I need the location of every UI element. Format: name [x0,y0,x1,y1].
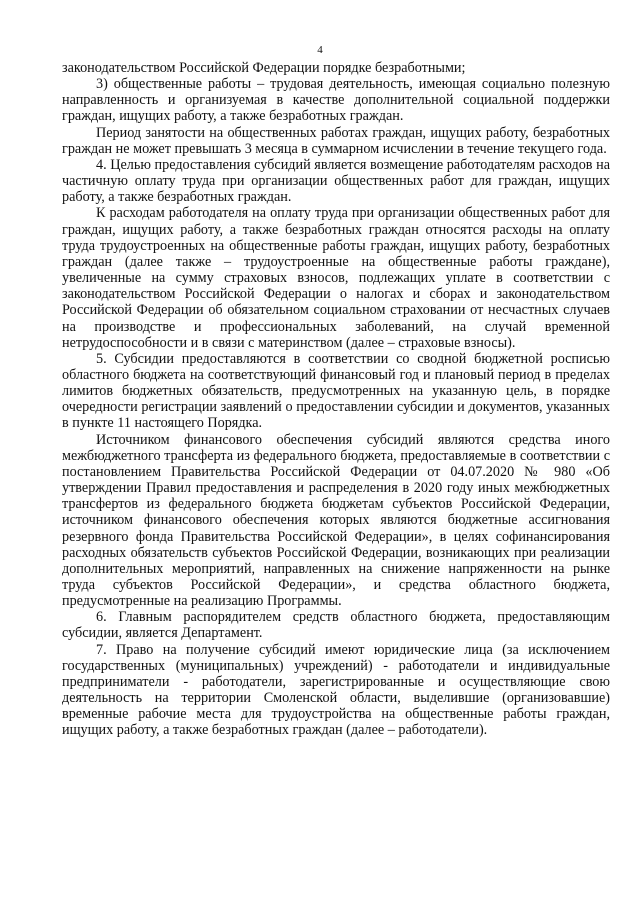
document-body [62,60,610,739]
page-number: 4 [317,44,323,56]
paragraph-item-7-eligibility: 7. Право на получение субсидий имеют юридические лица (за исключением государственных (муниципальных) учреждений) - работодатели и индивидуальные предприниматели - работодатели, зарегистрированные и осуществляющие свою деятельность на территории Смоленской области, выделившие (организовавшие) временные рабочие места для трудоустройства на общественные работы граждан, ищущих работу, а также безработных граждан (далее – работодатели). [62,641,610,739]
paragraph-employer-expenses: К расходам работодателя на оплату труда при организации общественных работ для граждан, ищущих работу, а также безработных граждан относятся расходы на оплату труда трудоустроенных на общественные работы граждан, ищущих работу, безработных граждан (далее также – трудоустроенные на общественные работы граждане), увеличенные на сумму страховых взносов, подлежащих уплате в соответствии с законодательством Российской Федерации о налогах и сборах и законодательством Российской Федерации об обязательном социальном страховании от несчастных случаев на производстве и профессиональных заболеваний, на случай временной нетрудоспособности и в связи с материнством (далее – страховые взносы). [62,205,610,351]
paragraph-continuation: законодательством Российской Федерации порядке безработными; [62,60,466,76]
paragraph-item-5-subsidy-provision: 5. Субсидии предоставляются в соответствии со сводной бюджетной росписью областного бюджета на соответствующий финансовый год и плановый период в пределах лимитов бюджетных обязательств, предусмотренных на указанную цель, в порядке очередности регистрации заявлений о предоставлении субсидии и документов, указанных в пункте 11 настоящего Порядка. [62,350,610,432]
paragraph-item-4-subsidy-purpose: 4. Целью предоставления субсидий является возмещение работодателям расходов на частичную оплату труда при организации общественных работ для граждан, ищущих работу, а также безработных граждан. [62,156,610,206]
paragraph-funding-source: Источником финансового обеспечения субсидий являются средства иного межбюджетного трансферта из федерального бюджета, предоставляемые в соответствии с постановлением Правительства Российской Федерации от 04.07.2020 № 980 «Об утверждении Правил предоставления и распределения в 2020 году иных межбюджетных трансфертов из федерального бюджета бюджетам субъектов Российской Федерации, источником финансового обеспечения которых являются бюджетные ассигнования резервного фонда Правительства Российской Федерации», в целях софинансирования расходных обязательств субъектов Российской Федерации, возникающих при реализации дополнительных мероприятий, направленных на снижение напряженности на рынке труда субъектов Российской Федерации», и средства областного бюджета, предусмотренные на реализацию Программы. [62,431,610,610]
paragraph-item-6-main-administrator: 6. Главным распорядителем средств областного бюджета, предоставляющим субсидии, является Департамент. [62,609,610,642]
paragraph-item-3-public-works: 3) общественные работы – трудовая деятельность, имеющая социально полезную направленность и организуемая в качестве дополнительной социальной поддержки граждан, ищущих работу, а также безработных граждан. [62,76,610,125]
paragraph-employment-period: Период занятости на общественных работах граждан, ищущих работу, безработных граждан не может превышать 3 месяца в суммарном исчислении в течение текущего года. [62,124,610,157]
